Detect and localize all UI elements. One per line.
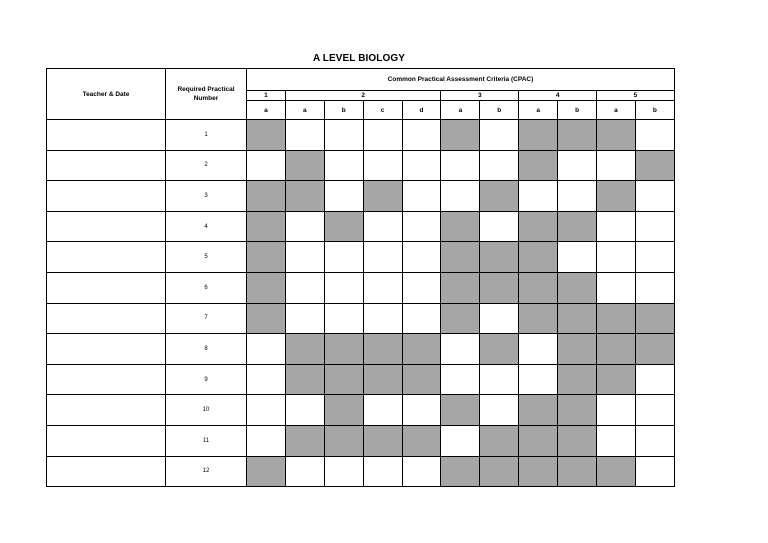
criteria-cell[interactable] [441,425,480,456]
table-row [47,303,675,334]
criteria-cell[interactable] [441,181,480,212]
criteria-cell-shaded[interactable] [363,181,402,212]
criteria-group-2: 2 [285,91,441,101]
criteria-cell[interactable] [480,211,519,242]
teacher-date-cell[interactable] [47,303,166,334]
criteria-cell-shaded[interactable] [480,272,519,303]
criteria-cell-shaded[interactable] [558,334,597,365]
criteria-cell-shaded[interactable] [480,456,519,487]
criteria-cell-shaded[interactable] [635,303,674,334]
criteria-cell-shaded[interactable] [597,334,636,365]
table-row [47,425,675,456]
table-row [47,120,675,151]
teacher-date-cell[interactable] [47,242,166,273]
page-title: A LEVEL BIOLOGY [312,53,406,64]
teacher-date-cell[interactable] [47,334,166,365]
criteria-cell[interactable] [597,242,636,273]
criteria-cell-shaded[interactable] [441,456,480,487]
criteria-cell-shaded[interactable] [558,120,597,151]
practical-number-cell: 7 [166,303,247,334]
criteria-cell[interactable] [363,272,402,303]
criteria-cell-shaded[interactable] [324,334,363,365]
practical-number-cell: 4 [166,211,247,242]
table-row [47,150,675,181]
criteria-cell[interactable] [324,272,363,303]
criteria-cell[interactable] [324,303,363,334]
criteria-cell-shaded[interactable] [363,425,402,456]
criteria-cell[interactable] [402,211,441,242]
criteria-cell-shaded[interactable] [402,334,441,365]
criteria-cell-shaded[interactable] [247,272,286,303]
sub-criteria-header: a [519,101,558,120]
criteria-group-3: 3 [441,91,519,101]
criteria-cell-shaded[interactable] [597,303,636,334]
practical-number-cell: 1 [166,120,247,151]
teacher-date-cell[interactable] [47,395,166,426]
criteria-cell-shaded[interactable] [402,425,441,456]
criteria-cell[interactable] [635,211,674,242]
practical-number-cell: 5 [166,242,247,273]
teacher-date-cell[interactable] [47,120,166,151]
criteria-cell-shaded[interactable] [519,272,558,303]
criteria-cell[interactable] [402,181,441,212]
criteria-cell[interactable] [441,334,480,365]
criteria-cell[interactable] [402,120,441,151]
criteria-cell-shaded[interactable] [519,242,558,273]
criteria-cell[interactable] [363,242,402,273]
sub-criteria-header: b [324,101,363,120]
practical-number-cell: 11 [166,425,247,456]
criteria-cell-shaded[interactable] [247,242,286,273]
criteria-cell-shaded[interactable] [285,425,324,456]
criteria-cell[interactable] [480,303,519,334]
criteria-cell-shaded[interactable] [247,456,286,487]
table-row [47,272,675,303]
criteria-cell[interactable] [402,395,441,426]
teacher-date-header: Teacher & Date [47,69,166,120]
criteria-cell[interactable] [519,364,558,395]
criteria-cell-shaded[interactable] [441,395,480,426]
criteria-cell[interactable] [441,364,480,395]
criteria-cell[interactable] [519,334,558,365]
criteria-cell-shaded[interactable] [480,334,519,365]
criteria-cell-shaded[interactable] [441,120,480,151]
criteria-group-1: 1 [247,91,286,101]
criteria-cell-shaded[interactable] [519,395,558,426]
teacher-date-cell[interactable] [47,456,166,487]
teacher-date-cell[interactable] [47,425,166,456]
criteria-cell-shaded[interactable] [441,242,480,273]
criteria-group-4: 4 [519,91,597,101]
criteria-cell-shaded[interactable] [480,181,519,212]
criteria-cell-shaded[interactable] [441,303,480,334]
criteria-cell-shaded[interactable] [402,364,441,395]
criteria-cell[interactable] [635,425,674,456]
criteria-cell-shaded[interactable] [480,242,519,273]
teacher-date-cell[interactable] [47,272,166,303]
criteria-cell-shaded[interactable] [363,334,402,365]
criteria-cell[interactable] [285,395,324,426]
criteria-cell[interactable] [402,303,441,334]
criteria-cell-shaded[interactable] [247,211,286,242]
criteria-cell[interactable] [635,181,674,212]
criteria-cell-shaded[interactable] [285,181,324,212]
criteria-cell[interactable] [363,120,402,151]
criteria-cell-shaded[interactable] [324,395,363,426]
criteria-cell[interactable] [597,211,636,242]
criteria-cell-shaded[interactable] [558,364,597,395]
sub-criteria-header: d [402,101,441,120]
criteria-cell-shaded[interactable] [441,211,480,242]
sub-criteria-header: a [247,101,286,120]
criteria-cell-shaded[interactable] [441,272,480,303]
criteria-cell[interactable] [285,120,324,151]
sub-criteria-header: b [635,101,674,120]
teacher-date-cell[interactable] [47,211,166,242]
criteria-cell[interactable] [363,211,402,242]
criteria-cell[interactable] [363,395,402,426]
sub-criteria-header: a [597,101,636,120]
teacher-date-cell[interactable] [47,364,166,395]
cpac-header: Common Practical Assessment Criteria (CPAC) [247,69,675,91]
criteria-cell[interactable] [247,364,286,395]
criteria-cell-shaded[interactable] [597,456,636,487]
practical-number-cell: 3 [166,181,247,212]
criteria-cell[interactable] [480,120,519,151]
practical-number-cell: 12 [166,456,247,487]
criteria-cell[interactable] [597,425,636,456]
practical-number-cell: 9 [166,364,247,395]
criteria-cell[interactable] [635,395,674,426]
table-row [47,242,675,273]
criteria-cell[interactable] [285,242,324,273]
criteria-cell[interactable] [558,181,597,212]
criteria-cell[interactable] [480,150,519,181]
criteria-cell[interactable] [635,120,674,151]
criteria-cell-shaded[interactable] [558,272,597,303]
criteria-cell[interactable] [324,150,363,181]
sub-criteria-header: b [480,101,519,120]
criteria-cell-shaded[interactable] [285,334,324,365]
criteria-cell[interactable] [480,364,519,395]
practical-number-cell: 2 [166,150,247,181]
criteria-cell-shaded[interactable] [558,425,597,456]
criteria-cell[interactable] [285,456,324,487]
criteria-cell-shaded[interactable] [285,150,324,181]
criteria-cell-shaded[interactable] [558,395,597,426]
criteria-cell-shaded[interactable] [597,364,636,395]
criteria-cell-shaded[interactable] [247,303,286,334]
criteria-cell[interactable] [635,242,674,273]
criteria-cell[interactable] [285,211,324,242]
criteria-cell-shaded[interactable] [519,211,558,242]
criteria-cell[interactable] [480,395,519,426]
criteria-cell[interactable] [247,425,286,456]
sub-criteria-header: b [558,101,597,120]
teacher-date-cell[interactable] [47,181,166,212]
table-row [47,181,675,212]
criteria-group-5: 5 [597,91,675,101]
criteria-cell[interactable] [363,456,402,487]
criteria-cell[interactable] [324,181,363,212]
sub-criteria-header: a [285,101,324,120]
table-row [47,334,675,365]
criteria-cell-shaded[interactable] [635,150,674,181]
criteria-cell-shaded[interactable] [324,364,363,395]
criteria-cell-shaded[interactable] [324,425,363,456]
criteria-cell[interactable] [324,120,363,151]
criteria-cell[interactable] [597,272,636,303]
criteria-cell[interactable] [635,456,674,487]
table-row [47,395,675,426]
criteria-cell-shaded[interactable] [324,211,363,242]
criteria-cell-shaded[interactable] [480,425,519,456]
sub-criteria-header: a [441,101,480,120]
practical-number-cell: 8 [166,334,247,365]
criteria-cell[interactable] [402,456,441,487]
criteria-cell[interactable] [635,364,674,395]
sub-criteria-header: c [363,101,402,120]
criteria-cell-shaded[interactable] [558,303,597,334]
criteria-cell[interactable] [558,242,597,273]
criteria-cell-shaded[interactable] [635,334,674,365]
criteria-cell[interactable] [597,395,636,426]
criteria-cell-shaded[interactable] [519,150,558,181]
practical-number-header: Required Practical Number [166,69,247,120]
criteria-cell-shaded[interactable] [519,456,558,487]
criteria-cell[interactable] [519,181,558,212]
criteria-cell[interactable] [247,150,286,181]
criteria-cell[interactable] [635,272,674,303]
table-row [47,364,675,395]
teacher-date-cell[interactable] [47,150,166,181]
practical-number-cell: 10 [166,395,247,426]
criteria-cell[interactable] [285,303,324,334]
criteria-cell[interactable] [247,395,286,426]
table-row [47,211,675,242]
criteria-cell[interactable] [285,272,324,303]
criteria-cell[interactable] [402,242,441,273]
criteria-cell-shaded[interactable] [363,364,402,395]
table-row [47,456,675,487]
criteria-cell[interactable] [247,334,286,365]
criteria-cell[interactable] [363,150,402,181]
criteria-cell[interactable] [324,242,363,273]
practical-number-cell: 6 [166,272,247,303]
criteria-cell-shaded[interactable] [247,120,286,151]
criteria-cell[interactable] [402,150,441,181]
criteria-cell-shaded[interactable] [519,120,558,151]
criteria-cell-shaded[interactable] [519,425,558,456]
criteria-cell[interactable] [363,303,402,334]
criteria-cell-shaded[interactable] [519,303,558,334]
cpac-table [46,68,675,487]
criteria-cell[interactable] [441,150,480,181]
criteria-cell[interactable] [324,456,363,487]
criteria-cell[interactable] [558,150,597,181]
criteria-cell-shaded[interactable] [558,211,597,242]
criteria-cell[interactable] [402,272,441,303]
criteria-cell-shaded[interactable] [597,181,636,212]
criteria-cell-shaded[interactable] [285,364,324,395]
criteria-cell-shaded[interactable] [558,456,597,487]
criteria-cell[interactable] [597,150,636,181]
criteria-cell-shaded[interactable] [597,120,636,151]
criteria-cell-shaded[interactable] [247,181,286,212]
